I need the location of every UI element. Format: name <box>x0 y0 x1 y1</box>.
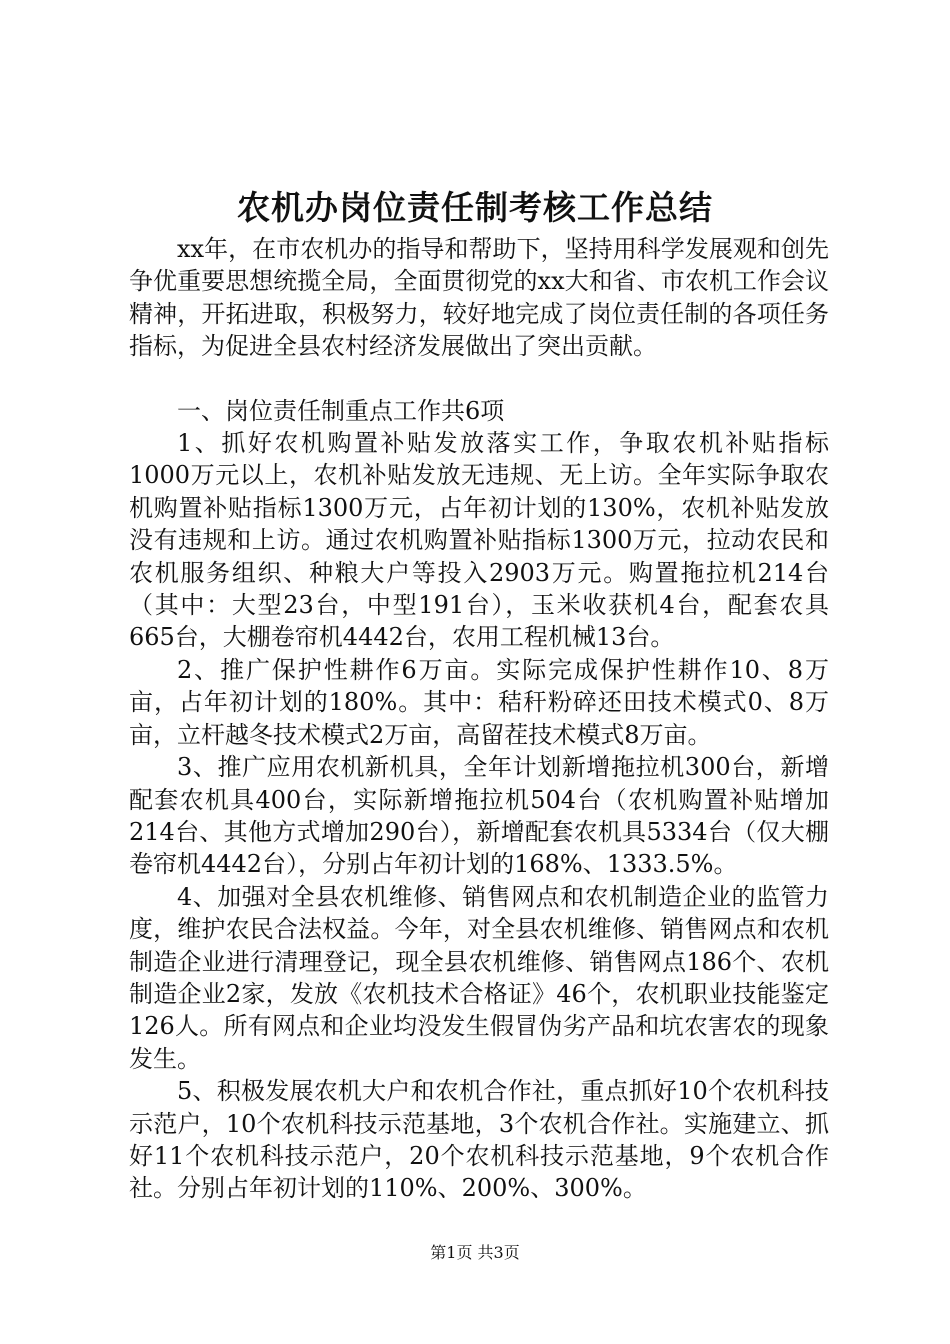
document-title: 农机办岗位责任制考核工作总结 <box>237 188 713 227</box>
item-paragraph-5: 5、积极发展农机大户和农机合作社，重点抓好10个农机科技示范户，10个农机科技示范基地，3个农机合作社。实施建立、抓好11个农机科技示范户，20个农机科技示范基地，9个农机合作社。分别占年初计划的110%、200%、300%。 <box>129 1077 829 1203</box>
section-heading: 一、岗位责任制重点工作共6项 <box>177 396 505 425</box>
document-body <box>129 233 829 1205</box>
item-paragraph-1: 1、抓好农机购置补贴发放落实工作，争取农机补贴指标1000万元以上，农机补贴发放无违规、无上访。全年实际争取农机购置补贴指标1300万元，占年初计划的130%，农机补贴发放没有违规和上访。通过农机购置补贴指标1300万元，拉动农民和农机服务组织、种粮大户等投入2903万元。购置拖拉机214台（其中：大型23台，中型191台），玉米收获机4台，配套农具665台，大棚卷帘机4442台，农用工程机械13台。 <box>129 429 829 652</box>
intro-paragraph: xx年，在市农机办的指导和帮助下，坚持用科学发展观和创先争优重要思想统揽全局，全面贯彻党的xx大和省、市农机工作会议精神，开拓进取，积极努力，较好地完成了岗位责任制的各项任务指标，为促进全县农村经济发展做出了突出贡献。 <box>129 235 829 361</box>
item-paragraph-4: 4、加强对全县农机维修、销售网点和农机制造企业的监管力度，维护农民合法权益。今年，对全县农机维修、销售网点和农机制造企业进行清理登记，现全县农机维修、销售网点186个、农机制造企业2家，发放《农机技术合格证》46个，农机职业技能鉴定126人。所有网点和企业均没发生假冒伪劣产品和坑农害农的现象发生。 <box>129 882 829 1073</box>
page-footer: 第1页 共3页 <box>430 1243 520 1262</box>
item-paragraph-2: 2、推广保护性耕作6万亩。实际完成保护性耕作10、8万亩，占年初计划的180%。其中：秸秆粉碎还田技术模式0、8万亩，立杆越冬技术模式2万亩，高留茬技术模式8万亩。 <box>129 655 829 749</box>
item-paragraph-3: 3、推广应用农机新机具，全年计划新增拖拉机300台，新增配套农机具400台，实际新增拖拉机504台（农机购置补贴增加214台、其他方式增加290台），新增配套农机具5334台（仅大棚卷帘机4442台），分别占年初计划的168%、1333.5%。 <box>129 753 829 879</box>
